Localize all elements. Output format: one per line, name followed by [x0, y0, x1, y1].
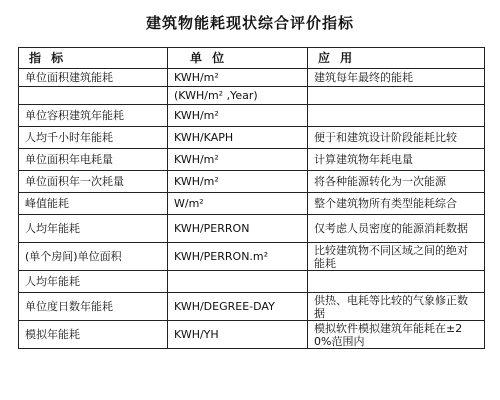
application-cell: 建筑每年最终的能耗 — [308, 69, 485, 87]
indicator-cell: 人均年能耗 — [19, 271, 168, 293]
unit-cell: (KWH/m² ,Year) — [168, 87, 308, 105]
indicator-cell: (单个房间)单位面积 — [19, 243, 168, 271]
column-header-indicator: 指 标 — [19, 48, 168, 69]
unit-cell: KWH/YH — [168, 321, 308, 349]
indicator-cell: 单位面积年电耗量 — [19, 149, 168, 171]
application-cell: 计算建筑物年耗电量 — [308, 149, 485, 171]
table-row — [19, 69, 485, 87]
table-row — [19, 321, 485, 349]
application-cell: 仅考虑人员密度的能源消耗数据 — [308, 215, 485, 243]
application-cell — [308, 271, 485, 293]
indicator-cell: 单位面积建筑能耗 — [19, 69, 168, 87]
table-row — [19, 193, 485, 215]
table-row — [19, 149, 485, 171]
indicator-cell: 人均千小时年能耗 — [19, 127, 168, 149]
unit-cell — [168, 271, 308, 293]
table-row — [19, 171, 485, 193]
indicator-cell: 单位容积建筑年能耗 — [19, 105, 168, 127]
indicator-cell: 单位度日数年能耗 — [19, 293, 168, 321]
indicator-cell: 模拟年能耗 — [19, 321, 168, 349]
unit-cell: KWH/m² — [168, 69, 308, 87]
table-row — [19, 293, 485, 321]
application-cell — [308, 105, 485, 127]
column-header-application: 应 用 — [308, 48, 485, 69]
indicator-cell: 单位面积年一次耗量 — [19, 171, 168, 193]
unit-cell: KWH/m² — [168, 171, 308, 193]
application-cell: 模拟软件模拟建筑年能耗在±20%范围内 — [308, 321, 485, 349]
table-row — [19, 105, 485, 127]
application-cell: 整个建筑物所有类型能耗综合 — [308, 193, 485, 215]
application-cell: 比较建筑物不同区域之间的绝对能耗 — [308, 243, 485, 271]
unit-cell: KWH/DEGREE-DAY — [168, 293, 308, 321]
unit-cell: KWH/m² — [168, 105, 308, 127]
page-title: 建筑物能耗现状综合评价指标 — [145, 14, 354, 32]
table-row — [19, 243, 485, 271]
application-cell: 便于和建筑设计阶段能耗比较 — [308, 127, 485, 149]
unit-cell: KWH/PERRON — [168, 215, 308, 243]
unit-cell: KWH/KAPH — [168, 127, 308, 149]
table-row — [19, 271, 485, 293]
column-header-unit: 单 位 — [168, 48, 308, 69]
indicator-table — [18, 47, 485, 349]
indicator-cell — [19, 87, 168, 105]
application-cell: 供热、电耗等比较的气象修正数据 — [308, 293, 485, 321]
indicator-cell: 峰值能耗 — [19, 193, 168, 215]
indicator-cell: 人均年能耗 — [19, 215, 168, 243]
table-row — [19, 127, 485, 149]
table-row — [19, 87, 485, 105]
table-row — [19, 215, 485, 243]
unit-cell: KWH/m² — [168, 149, 308, 171]
application-cell: 将各种能源转化为一次能源 — [308, 171, 485, 193]
unit-cell: W/m² — [168, 193, 308, 215]
application-cell — [308, 87, 485, 105]
table-header-row — [19, 48, 485, 69]
unit-cell: KWH/PERRON.m² — [168, 243, 308, 271]
